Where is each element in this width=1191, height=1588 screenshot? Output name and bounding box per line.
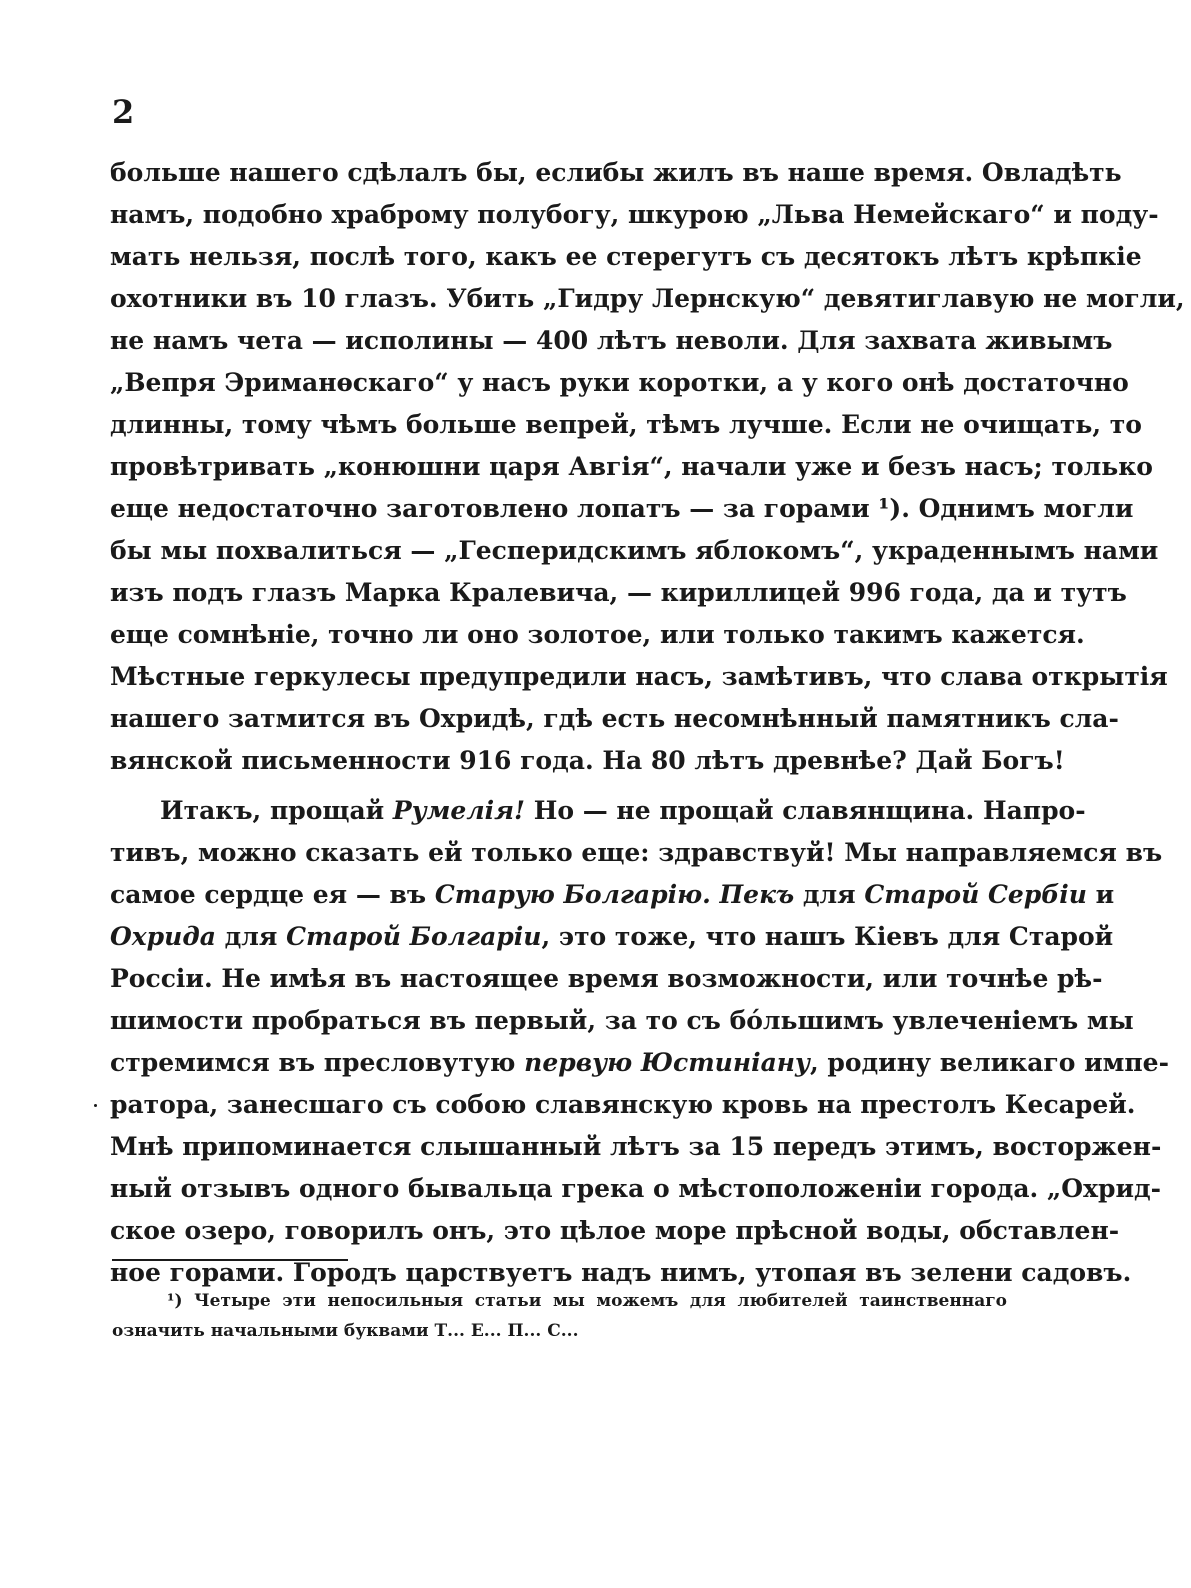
text-line: больше нашего сдѣлалъ бы, еслибы жилъ въ наше время. Овладѣть	[110, 158, 1122, 187]
footnote	[112, 1286, 1007, 1346]
text-line: мать нельзя, послѣ того, какъ ее стерегутъ съ десятокъ лѣтъ крѣпкіе	[110, 242, 1142, 271]
text-line: „Вепря Эриманѳскаго“ у насъ руки коротки, а у кого онѣ достаточно	[110, 368, 1129, 397]
text-line: Охрида для Старой Болгаріи, это тоже, что нашъ Кіевъ для Старой	[110, 922, 1114, 951]
italic-term: Старой Сербіи	[864, 880, 1087, 909]
text-line: намъ, подобно храброму полубогу, шкурою „Льва Немейскаго“ и поду-	[110, 200, 1159, 229]
italic-term: Охрида	[110, 922, 216, 951]
text-line: Мѣстные геркулесы предупредили насъ, замѣтивъ, что слава открытія	[110, 662, 1168, 691]
text-line: еще сомнѣніе, точно ли оно золотое, или только такимъ кажется.	[110, 620, 1085, 649]
text-line: ское озеро, говорилъ онъ, это цѣлое море прѣсной воды, обставлен-	[110, 1216, 1120, 1245]
text-line: бы мы похвалиться — „Гесперидскимъ яблокомъ“, украденнымъ нами	[110, 536, 1159, 565]
italic-term: Старую Болгарію. Пекъ	[434, 880, 795, 909]
text-line: Итакъ, прощай Румелія! Но — не прощай славянщина. Напро-	[160, 796, 1086, 825]
text-line: нашего затмится въ Охридѣ, гдѣ есть несомнѣнный памятникъ сла-	[110, 704, 1119, 733]
text-line: изъ подъ глазъ Марка Кралевича, — кириллицей 996 года, да и тутъ	[110, 578, 1127, 607]
text-line: Россіи. Не имѣя въ настоящее время возможности, или точнѣе рѣ-	[110, 964, 1103, 993]
text-line: Мнѣ припоминается слышанный лѣтъ за 15 передъ этимъ, восторжен-	[110, 1132, 1162, 1161]
footnote-divider	[112, 1259, 348, 1261]
text-line: ратора, занесшаго съ собою славянскую кровь на престолъ Кесарей.	[110, 1090, 1136, 1119]
page-number: 2	[112, 93, 135, 131]
print-speck	[94, 1104, 97, 1107]
text-line: не намъ чета — исполины — 400 лѣтъ неволи. Для захвата живымъ	[110, 326, 1113, 355]
italic-term: Румелія!	[392, 796, 525, 825]
text-line: длинны, тому чѣмъ больше вепрей, тѣмъ лучше. Если не очищать, то	[110, 410, 1142, 439]
footnote-line: означить начальными буквами Т... Е... П... С...	[112, 1321, 579, 1341]
main-text	[110, 152, 1185, 1294]
footnote-line: ¹) Четыре эти непосильныя статьи мы можемъ для любителей таинственнаго	[167, 1291, 1007, 1311]
text-line: шимости пробраться въ первый, за то съ бóльшимъ увлеченіемъ мы	[110, 1006, 1134, 1035]
italic-term: первую Юстиніану	[524, 1048, 810, 1077]
text-line: ный отзывъ одного бывальца грека о мѣстоположеніи города. „Охрид-	[110, 1174, 1162, 1203]
text-line: охотники въ 10 глазъ. Убить „Гидру Лернскую“ девятиглавую не могли,	[110, 284, 1185, 313]
italic-term: Старой Болгаріи	[286, 922, 542, 951]
text-line: провѣтривать „конюшни царя Авгія“, начали уже и безъ насъ; только	[110, 452, 1153, 481]
text-line: вянской письменности 916 года. На 80 лѣтъ древнѣе? Дай Богъ!	[110, 746, 1065, 775]
text-line: самое сердце ея — въ Старую Болгарію. Пекъ для Старой Сербіи и	[110, 880, 1115, 909]
text-line: ное горами. Городъ царствуетъ надъ нимъ, утопая въ зелени садовъ.	[110, 1258, 1132, 1287]
text-line: тивъ, можно сказать ей только еще: здравствуй! Мы направляемся въ	[110, 838, 1163, 867]
text-line: стремимся въ пресловутую первую Юстиніану, родину великаго импе-	[110, 1048, 1169, 1077]
text-line: еще недостаточно заготовлено лопатъ — за горами ¹). Однимъ могли	[110, 494, 1134, 523]
